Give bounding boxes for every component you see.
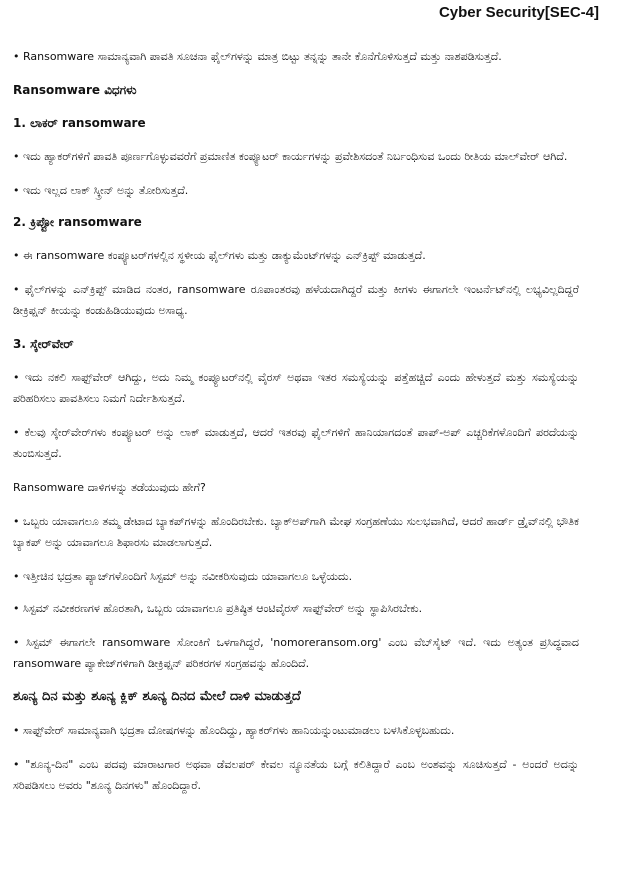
subsection-heading: 3. ಸ್ಕೇರ್‌ವೇರ್ [13,337,74,351]
paragraph: • ಇದು ಹ್ಯಾಕರ್‌ಗಳಿಗೆ ಪಾವತಿ ಪೂರ್ಣಗೊಳ್ಳುವವರೆಗೆ ಪ್ರಮಾಣಿತ ಕಂಪ್ಯೂಟರ್ ಕಾರ್ಯಗಳನ್ನು ಪ್ರವೇಶಿಸದಂತೆ ನಿರ್ಬಂಧಿಸುವ ಒಂದು ರೀತಿಯ ಮಾಲ್‌ವೇರ್ ಆಗಿದೆ. [13,150,568,163]
subsection-heading: 1. ಲಾಕರ್ ransomware [13,116,146,130]
paragraph: • ಕೆಲವು ಸ್ಕೇರ್‌ವೇರ್‌ಗಳು ಕಂಪ್ಯೂಟರ್ ಅನ್ನು ಲಾಕ್ ಮಾಡುತ್ತದೆ, ಆದರೆ ಇತರವು ಫೈಲ್‌ಗಳಿಗೆ ಹಾನಿಯಾಗದಂತೆ ಪಾಪ್-ಅಪ್ ಎಚ್ಚರಿಕೆಗಳೊಂದಿಗೆ ಪರದೆಯನ್ನು ತುಂಬಿಸುತ್ತದೆ. [13,426,579,460]
paragraph: • ಇದು ಇಲ್ಲದ ಲಾಕ್ ಸ್ಕ್ರೀನ್ ಅನ್ನು ತೋರಿಸುತ್ತದೆ. [13,184,189,197]
section-heading: ಶೂನ್ಯ ದಿನ ಮತ್ತು ಶೂನ್ಯ ಕ್ಲಿಕ್ ಶೂನ್ಯ ದಿನದ ಮೇಲೆ ದಾಳಿ ಮಾಡುತ್ತದೆ [13,689,301,704]
page-header-title: Cyber Security[SEC-4] [438,4,599,21]
paragraph: • ಇತ್ತೀಚಿನ ಭದ್ರತಾ ಪ್ಯಾಚ್‌ಗಳೊಂದಿಗೆ ಸಿಸ್ಟಮ್ ಅನ್ನು ನವೀಕರಿಸುವುದು ಯಾವಾಗಲೂ ಒಳ್ಳೆಯದು. [13,570,353,583]
paragraph: • ಸಿಸ್ಟಮ್ ಈಗಾಗಲೇ ransomware ಸೋಂಕಿಗೆ ಒಳಗಾಗಿದ್ದರೆ, 'nomoreransom.org' ಎಂಬ ವೆಬ್‌ಸೈಟ್ ಇದೆ. ಇದು ಅತ್ಯಂತ ಪ್ರಸಿದ್ಧವಾದ ransomware ಪ್ಯಾಕೇಜ್‌ಗಳಿಗಾಗಿ ಡೀಕ್ರಿಪ್ಷನ್ ಪರಿಕರಗಳ ಸಂಗ್ರಹವನ್ನು ಹೊಂದಿದೆ. [13,636,579,670]
paragraph: • ಫೈಲ್‌ಗಳನ್ನು ಎನ್‌ಕ್ರಿಪ್ಟ್ ಮಾಡಿದ ನಂತರ, ransomware ರೂಪಾಂತರವು ಹಳೆಯದಾಗಿದ್ದರೆ ಮತ್ತು ಕೀಗಳು ಈಗಾಗಲೇ ಇಂಟರ್ನೆಟ್‌ನಲ್ಲಿ ಲಭ್ಯವಿಲ್ಲದಿದ್ದರೆ ಡೀಕ್ರಿಪ್ಷನ್ ಕೀಯನ್ನು ಕಂಡುಹಿಡಿಯುವುದು ಅಸಾಧ್ಯ. [13,283,579,317]
document-body [13,46,579,809]
paragraph: • ಒಬ್ಬರು ಯಾವಾಗಲೂ ತಮ್ಮ ಡೇಟಾದ ಬ್ಯಾಕಪ್‌ಗಳನ್ನು ಹೊಂದಿರಬೇಕು. ಬ್ಯಾಕ್‌ಅಪ್‌ಗಾಗಿ ಮೇಘ ಸಂಗ್ರಹಣೆಯು ಸುಲಭವಾಗಿದೆ, ಆದರೆ ಹಾರ್ಡ್ ಡ್ರೈವ್‌ನಲ್ಲಿ ಭೌತಿಕ ಬ್ಯಾಕಪ್ ಅನ್ನು ಯಾವಾಗಲೂ ಶಿಫಾರಸು ಮಾಡಲಾಗುತ್ತದೆ. [13,515,579,549]
paragraph: • ಸಾಫ್ಟ್‌ವೇರ್ ಸಾಮಾನ್ಯವಾಗಿ ಭದ್ರತಾ ದೋಷಗಳನ್ನು ಹೊಂದಿದ್ದು, ಹ್ಯಾಕರ್‌ಗಳು ಹಾನಿಯನ್ನುಂಟುಮಾಡಲು ಬಳಸಿಕೊಳ್ಳಬಹುದು. [13,724,455,737]
paragraph: • ಸಿಸ್ಟಮ್ ನವೀಕರಣಗಳ ಹೊರತಾಗಿ, ಒಬ್ಬರು ಯಾವಾಗಲೂ ಪ್ರತಿಷ್ಠಿತ ಆಂಟಿವೈರಸ್ ಸಾಫ್ಟ್‌ವೇರ್ ಅನ್ನು ಸ್ಥಾಪಿಸಿರಬೇಕು. [13,602,423,615]
paragraph: • Ransomware ಸಾಮಾನ್ಯವಾಗಿ ಪಾವತಿ ಸೂಚನಾ ಫೈಲ್‌ಗಳನ್ನು ಮಾತ್ರ ಬಿಟ್ಟು ತನ್ನನ್ನು ತಾನೇ ಕೊನೆಗೊಳಿಸುತ್ತದೆ ಮತ್ತು ನಾಶಪಡಿಸುತ್ತದೆ. [13,50,502,63]
paragraph-heading: Ransomware ದಾಳಿಗಳನ್ನು ತಡೆಯುವುದು ಹೇಗೆ? [13,481,206,494]
paragraph: • "ಶೂನ್ಯ-ದಿನ" ಎಂಬ ಪದವು ಮಾರಾಟಗಾರ ಅಥವಾ ಡೆವಲಪರ್ ಕೇವಲ ನ್ಯೂನತೆಯ ಬಗ್ಗೆ ಕಲಿತಿದ್ದಾರೆ ಎಂಬ ಅಂಶವನ್ನು ಸೂಚಿಸುತ್ತದೆ - ಅಂದರೆ ಅದನ್ನು ಸರಿಪಡಿಸಲು ಅವರು "ಶೂನ್ಯ ದಿನಗಳು" ಹೊಂದಿದ್ದಾರೆ. [13,758,579,792]
paragraph: • ಈ ransomware ಕಂಪ್ಯೂಟರ್‌ಗಳಲ್ಲಿನ ಸ್ಥಳೀಯ ಫೈಲ್‌ಗಳು ಮತ್ತು ಡಾಕ್ಯುಮೆಂಟ್‌ಗಳನ್ನು ಎನ್‌ಕ್ರಿಪ್ಟ್ ಮಾಡುತ್ತದೆ. [13,249,426,262]
subsection-heading: 2. ಕ್ರಿಪ್ಟೋ ransomware [13,215,142,229]
section-heading: Ransomware ವಿಧಗಳು [13,83,137,97]
paragraph: • ಇದು ನಕಲಿ ಸಾಫ್ಟ್‌ವೇರ್ ಆಗಿದ್ದು, ಅದು ನಿಮ್ಮ ಕಂಪ್ಯೂಟರ್‌ನಲ್ಲಿ ವೈರಸ್ ಅಥವಾ ಇತರ ಸಮಸ್ಯೆಯನ್ನು ಪತ್ತೆಹಚ್ಚಿದೆ ಎಂದು ಹೇಳುತ್ತದೆ ಮತ್ತು ಸಮಸ್ಯೆಯನ್ನು ಪರಿಹರಿಸಲು ಪಾವತಿಸಲು ನಿಮಗೆ ನಿರ್ದೇಶಿಸುತ್ತದೆ. [13,371,579,405]
